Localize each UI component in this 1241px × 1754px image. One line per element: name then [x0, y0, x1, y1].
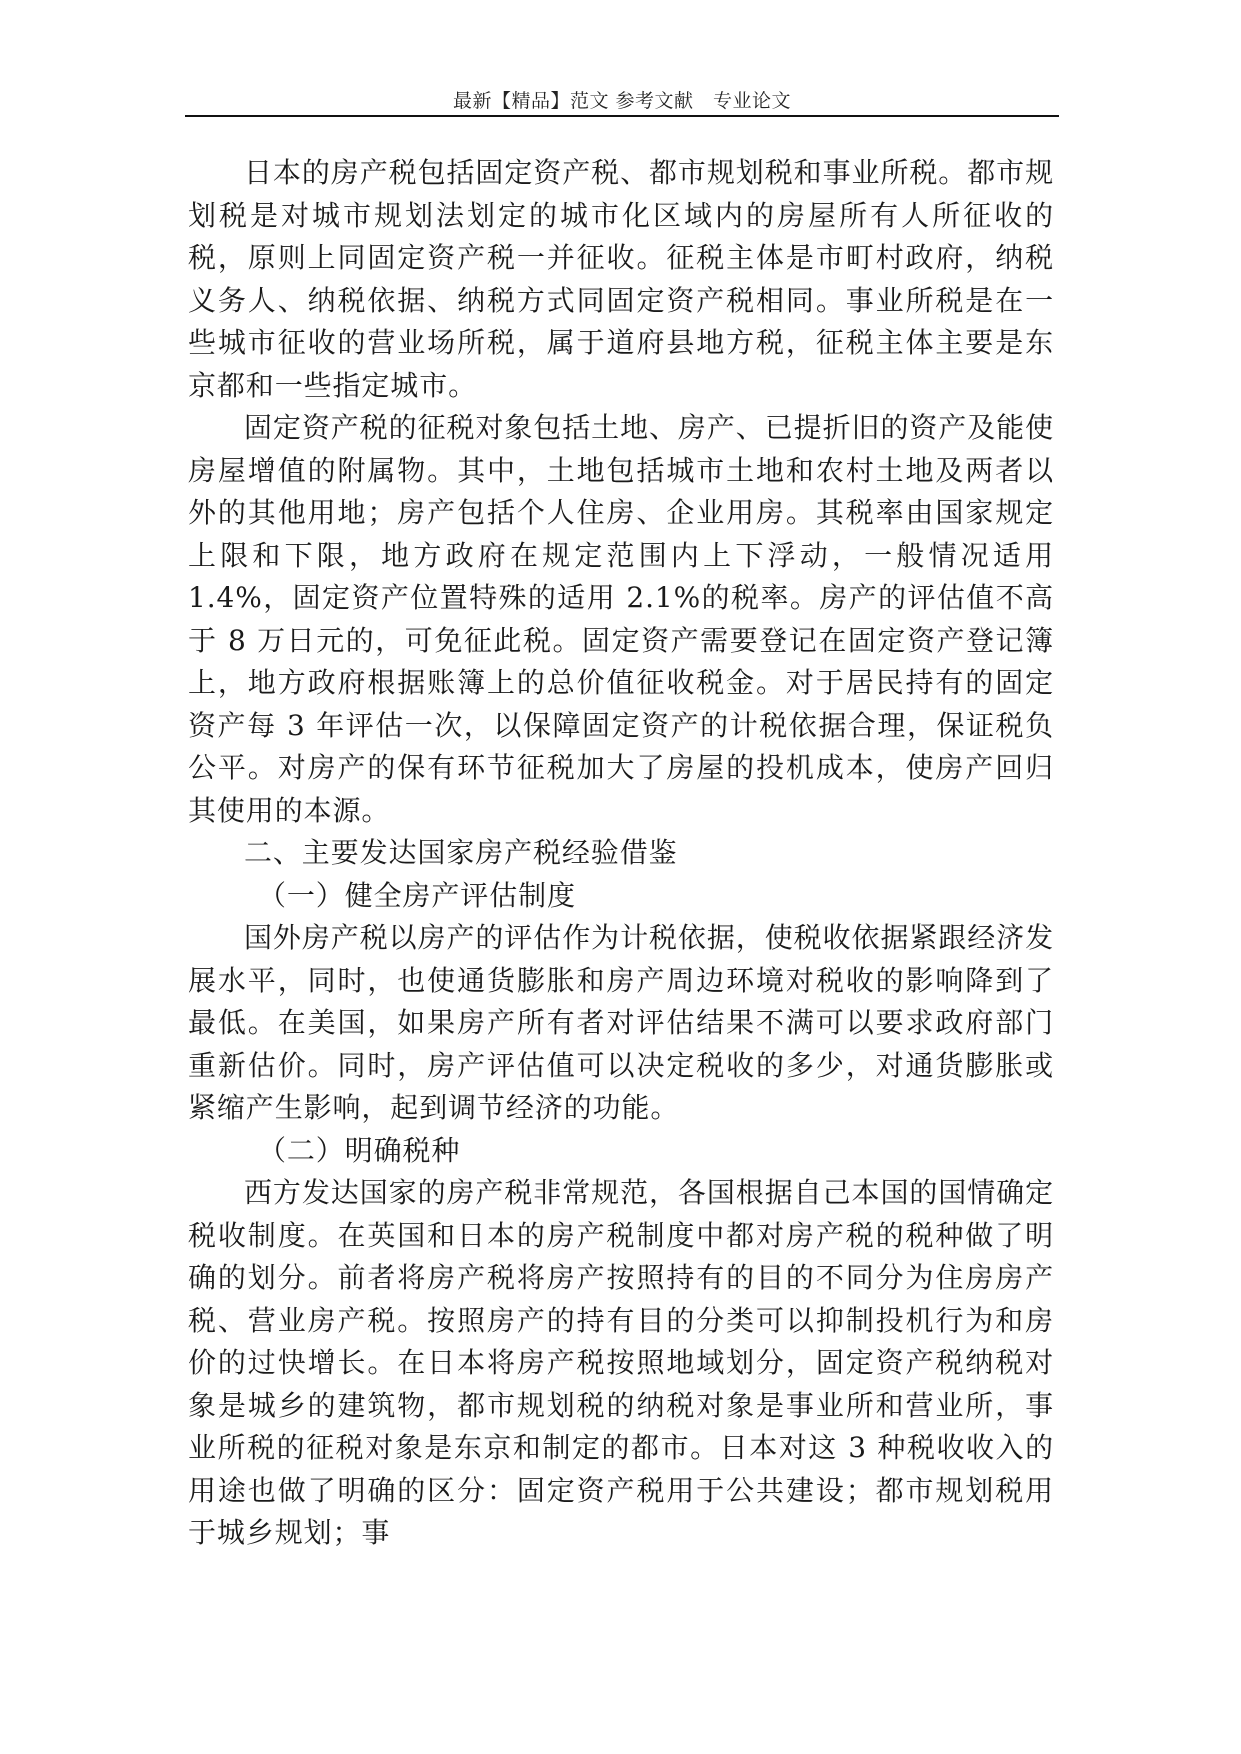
paragraph-fixed-asset-tax: 固定资产税的征税对象包括土地、房产、已提折旧的资产及能使房屋增值的附属物。其中，土地包括城市土地和农村土地及两者以外的其他用地；房产包括个人住房、企业用房。其税率由国家规定上限和下限，地方政府在规定范围内上下浮动，一般情况适用 1.4%，固定资产位置特殊的适用 2.1%的税率。房产的评估值不高于 8 万日元的，可免征此税。固定资产需要登记在固定资产登记簿上，地方政府根据账簿上的总价值征收税金。对于居民持有的固定资产每 3 年评估一次，以保障固定资产的计税依据合理，保证税负公平。对房产的保有环节征税加大了房屋的投机成本，使房产回归其使用的本源。	[188, 411, 1054, 827]
document-body	[188, 152, 1054, 1555]
section-heading: 二、主要发达国家房产税经验借鉴	[244, 836, 678, 869]
header-rule	[185, 115, 1059, 117]
subsection-heading-tax-types: （二）明确税种	[258, 1133, 461, 1167]
paragraph-tax-types: 西方发达国家的房产税非常规范，各国根据自己本国的国情确定税收制度。在英国和日本的房产税制度中都对房产税的税种做了明确的划分。前者将房产税将房产按照持有的目的不同分为住房房产税、营业房产税。按照房产的持有目的分类可以抑制投机行为和房价的过快增长。在日本将房产税按照地域划分，固定资产税纳税对象是城乡的建筑物，都市规划税的纳税对象是事业所和营业所，事业所税的征税对象是东京和制定的都市。日本对这 3 种税收收入的用途也做了明确的区分：固定资产税用于公共建设；都市规划税用于城乡规划；事	[188, 1176, 1054, 1549]
subsection-heading-assessment: （一）健全房产评估制度	[258, 878, 576, 912]
paragraph-assessment: 国外房产税以房产的评估作为计税依据，使税收依据紧跟经济发展水平，同时，也使通货膨胀和房产周边环境对税收的影响降到了最低。在美国，如果房产所有者对评估结果不满可以要求政府部门重新估价。同时，房产评估值可以决定税收的多少，对通货膨胀或紧缩产生影响，起到调节经济的功能。	[188, 921, 1054, 1124]
page-header: 最新【精品】范文 参考文献 专业论文	[452, 90, 792, 112]
paragraph-japan-property-tax: 日本的房产税包括固定资产税、都市规划税和事业所税。都市规划税是对城市规划法划定的城市化区域内的房屋所有人所征收的税，原则上同固定资产税一并征收。征税主体是市町村政府，纳税义务人、纳税依据、纳税方式同固定资产税相同。事业所税是在一些城市征收的营业场所税，属于道府县地方税，征税主体主要是东京都和一些指定城市。	[188, 156, 1054, 402]
